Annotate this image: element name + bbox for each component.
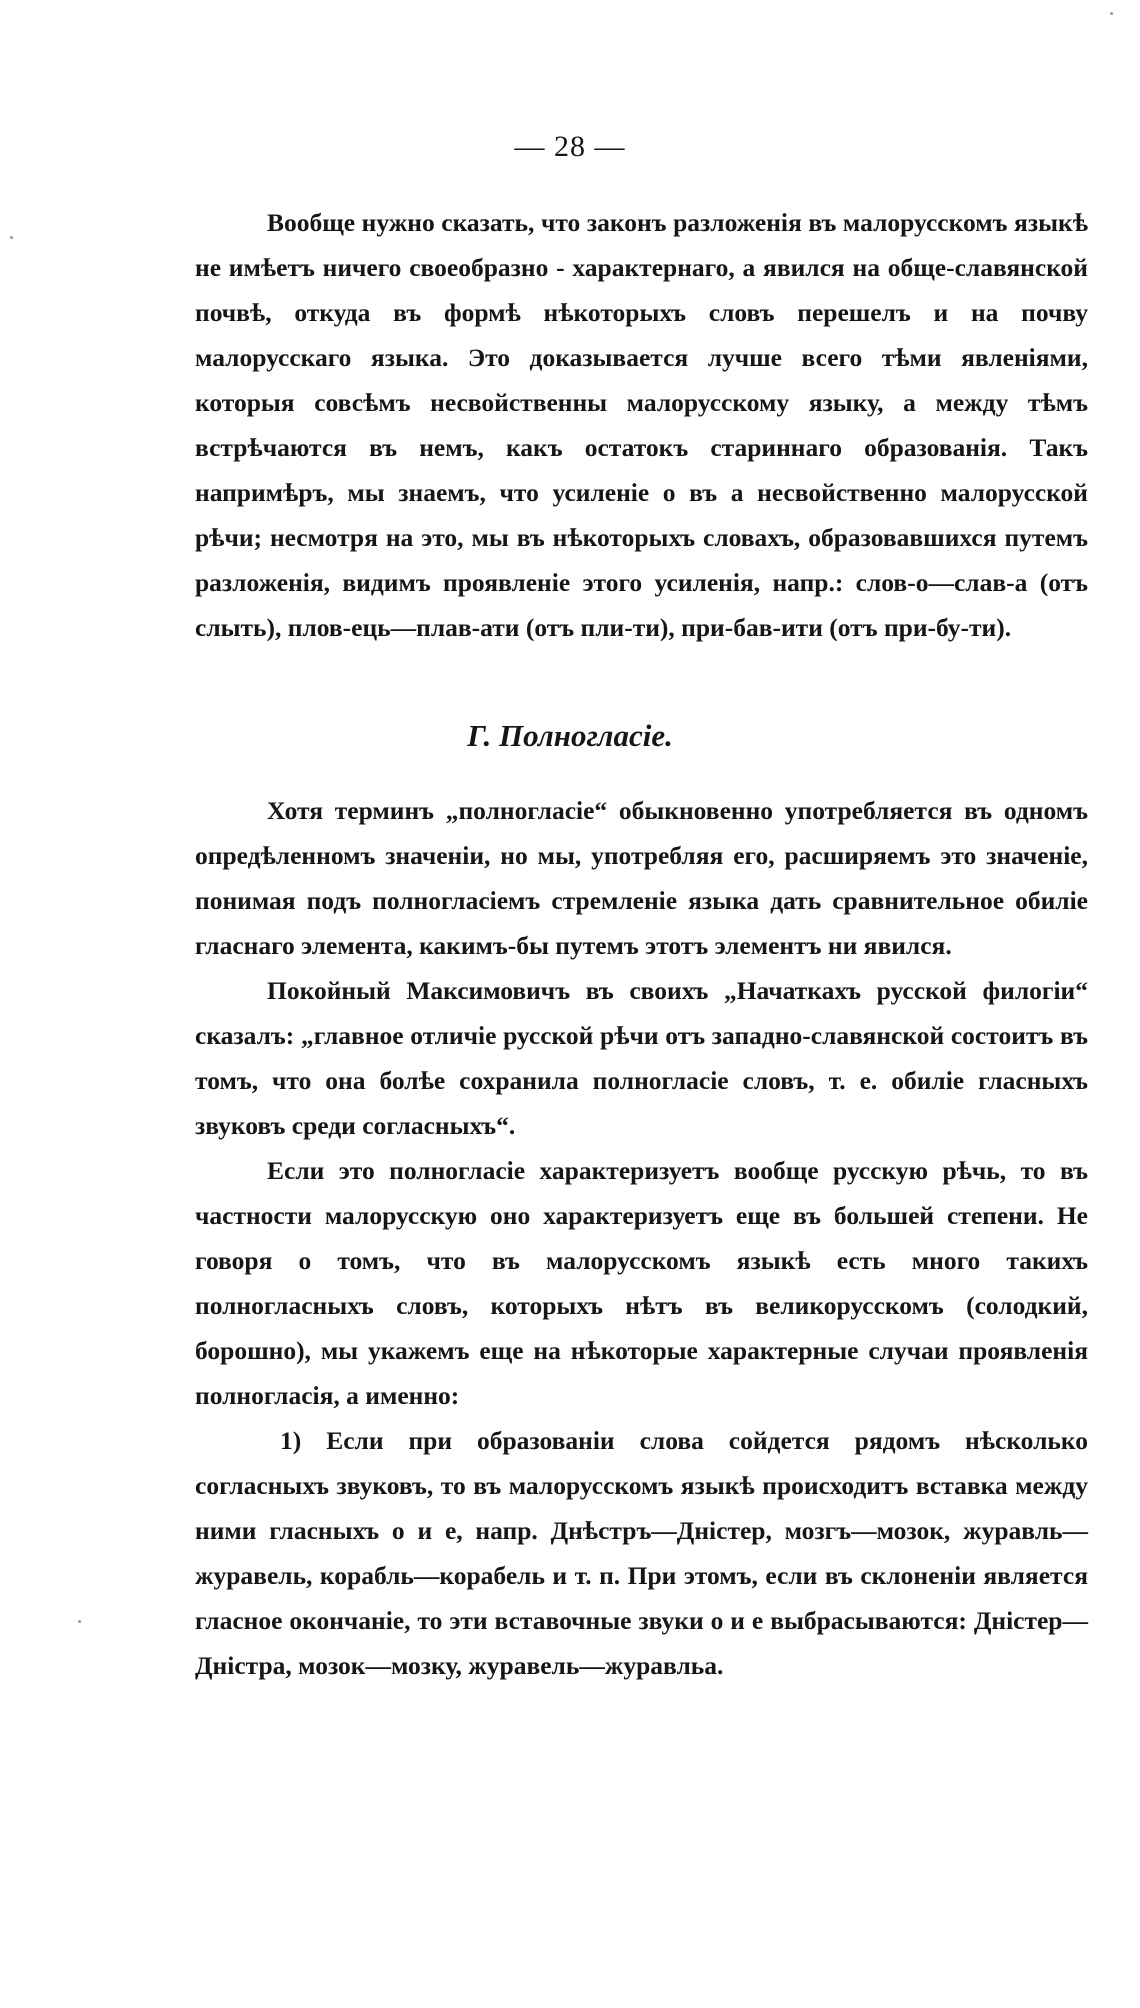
page-number: — 28 — <box>514 130 626 163</box>
scan-speck <box>78 1620 81 1623</box>
section-body <box>195 788 1088 1688</box>
text-block-top <box>195 200 1088 650</box>
numbered-paragraph: 1) Если при образованіи слова сойдется рядомъ нѣсколько согласныхъ звуковъ, то въ малорусскомъ языкѣ происходитъ вставка между ними гласныхъ о и е, напр. Днѣстръ—Днiстер, мозгъ—мозок, журавль—журавель, корабль—корабель и т. п. При этомъ, если въ склоненіи является гласное окончаніе, то эти вставочные звуки о и е выбрасываются: Днiстер—Днiстра, мозок—мозку, журавель—журавльа. <box>195 1426 1088 1680</box>
paragraph: Если это полногласіе характеризуетъ вообще русскую рѣчь, то въ частности малорусскую оно характеризуетъ еще въ большей степени. Не говоря о томъ, что въ малорусскомъ языкѣ есть много такихъ полногласныхъ словъ, которыхъ нѣтъ въ великорусскомъ (солодкий, борошно), мы укажемъ еще на нѣкоторые характерные случаи проявленія полногласія, а именно: <box>195 1156 1088 1410</box>
scan-speck <box>1110 12 1113 15</box>
paragraph: Покойный Максимовичъ въ своихъ „Начаткахъ русской филогіи“ сказалъ: „главное отличіе русской рѣчи отъ западно-славянской состоитъ въ томъ, что она болѣе сохранила полногласіе словъ, т. е. обиліе гласныхъ звуковъ среди согласныхъ“. <box>195 976 1088 1140</box>
section-heading: Г. Полногласіе. <box>467 718 673 753</box>
paragraph: Хотя терминъ „полногласіе“ обыкновенно употребляется въ одномъ опредѣленномъ значеніи, но мы, употребляя его, расширяемъ это значеніе, понимая подъ полногласіемъ стремленіе языка дать сравнительное обиліе гласнаго элемента, какимъ-бы путемъ этотъ элементъ ни явился. <box>195 796 1088 960</box>
paragraph: Вообще нужно сказать, что законъ разложенія въ малорусскомъ языкѣ не имѣетъ ничего своеобразно - характернаго, а явился на обще-славянской почвѣ, откуда въ формѣ нѣкоторыхъ словъ перешелъ и на почву малорусскаго языка. Это доказывается лучше всего тѣми явленіями, которыя совсѣмъ несвойственны малорусскому языку, а между тѣмъ встрѣчаются въ немъ, какъ остатокъ стариннаго образованія. Такъ напримѣръ, мы знаемъ, что усиленіе о въ а несвойственно малорусской рѣчи; несмотря на это, мы въ нѣкоторыхъ словахъ, образовавшихся путемъ разложенія, видимъ проявленіе этого усиленія, напр.: слов-о—слав-а (отъ слыть), плов-ець—плав-ати (отъ пли-ти), при-бав-ити (отъ при-бу-ти). <box>195 208 1088 642</box>
scan-speck <box>10 236 13 239</box>
